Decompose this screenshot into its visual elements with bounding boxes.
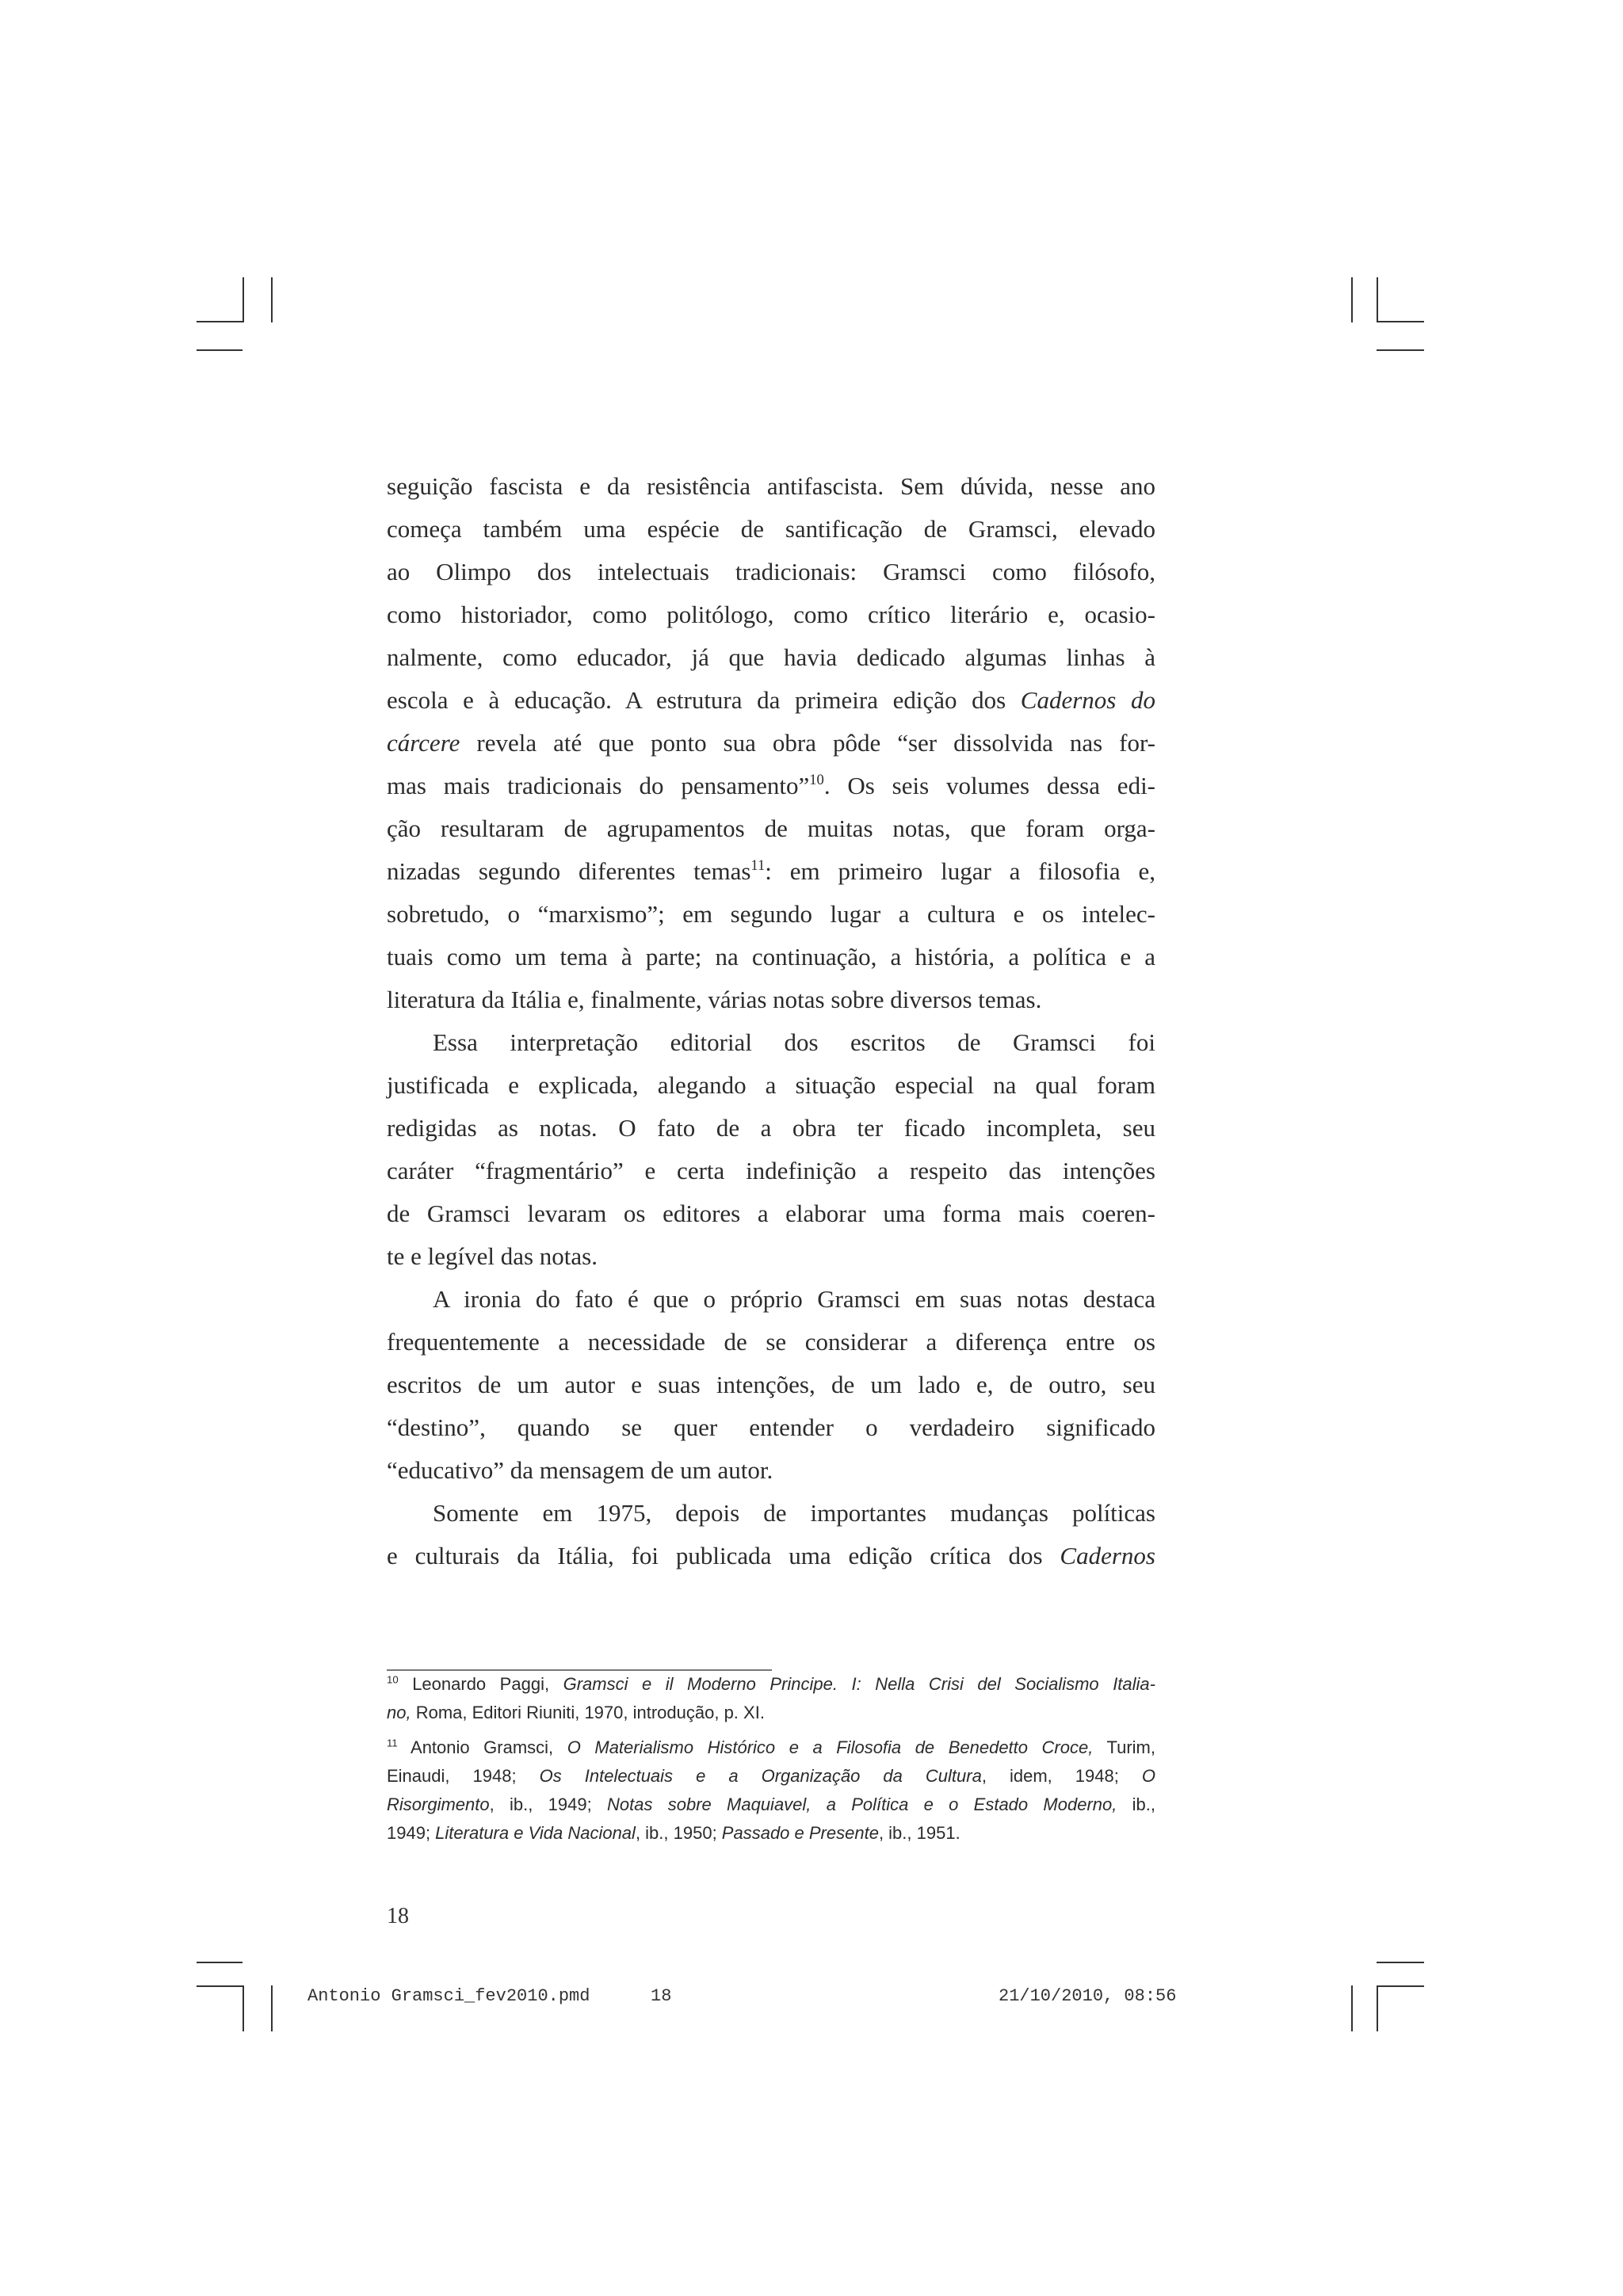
body-text xyxy=(387,465,1155,1577)
text-line xyxy=(387,765,1155,807)
footnote-ref: 11 xyxy=(387,1737,398,1749)
text: Leonardo Paggi, xyxy=(398,1674,563,1694)
text: literatura da Itália e, finalmente, várias notas sobre diversos temas. xyxy=(387,986,1042,1013)
italic-text: Cadernos xyxy=(1060,1542,1155,1569)
text: escola e à educação. A estrutura da primeira edição dos xyxy=(387,686,1021,714)
text-line xyxy=(387,1192,1155,1235)
text-line xyxy=(387,893,1155,936)
text-line xyxy=(387,1406,1155,1449)
crop-mark xyxy=(197,1985,242,1987)
text: Essa interpretação editorial dos escritos de Gramsci foi xyxy=(433,1028,1155,1056)
text-line xyxy=(387,1278,1155,1321)
italic-text: O Materialismo Histórico e a Filosofia de Benedetto Croce, xyxy=(567,1737,1094,1757)
text: tuais como um tema à parte; na continuação, a história, a política e a xyxy=(387,943,1155,971)
footnote-line xyxy=(387,1791,1155,1819)
text-line xyxy=(387,722,1155,765)
text: ib., xyxy=(1117,1794,1156,1814)
text: , ib., 1950; xyxy=(635,1823,722,1843)
slug-page: 18 xyxy=(651,1986,672,2006)
text-line xyxy=(387,508,1155,551)
text: seguição fascista e da resistência antifascista. Sem dúvida, nesse ano xyxy=(387,472,1155,500)
italic-text: Literatura e Vida Nacional xyxy=(435,1823,636,1843)
text: Turim, xyxy=(1093,1737,1155,1757)
crop-mark xyxy=(1377,1985,1378,2031)
italic-text: Gramsci e il Moderno Principe. I: Nella Crisi del Socialismo Italia- xyxy=(563,1674,1155,1694)
crop-mark xyxy=(197,349,242,351)
text-line xyxy=(387,1021,1155,1064)
footnotes xyxy=(387,1670,1155,1848)
crop-mark xyxy=(1351,277,1353,322)
text-line xyxy=(387,1150,1155,1192)
footnote-line xyxy=(387,1670,1155,1699)
crop-mark xyxy=(1377,321,1424,322)
text: justificada e explicada, alegando a situação especial na qual foram xyxy=(387,1071,1155,1099)
italic-text: Notas sobre Maquiavel, a Política e o Estado Moderno, xyxy=(606,1794,1117,1814)
text-line xyxy=(387,636,1155,679)
footnote-ref: 10 xyxy=(809,771,824,788)
italic-text: Risorgimento xyxy=(387,1794,490,1814)
text-line xyxy=(387,850,1155,893)
crop-mark xyxy=(1351,1985,1353,2031)
text: . Os seis volumes dessa edi- xyxy=(823,772,1156,799)
italic-text: no, xyxy=(387,1703,411,1722)
text: , idem, 1948; xyxy=(981,1766,1142,1786)
text-line xyxy=(387,1535,1155,1577)
footnote-line xyxy=(387,1699,1155,1727)
text: te e legível das notas. xyxy=(387,1242,598,1270)
text-line xyxy=(387,807,1155,850)
crop-mark xyxy=(271,1985,273,2031)
text-line xyxy=(387,1449,1155,1492)
page-number: 18 xyxy=(387,1904,409,1928)
footnote-ref: 11 xyxy=(750,856,766,874)
crop-mark xyxy=(242,277,244,322)
text: mas mais tradicionais do pensamento” xyxy=(387,772,810,799)
crop-mark xyxy=(271,277,273,322)
text: redigidas as notas. O fato de a obra ter ficado incompleta, seu xyxy=(387,1114,1155,1142)
italic-text: Passado e Presente xyxy=(721,1823,879,1843)
footnote-line xyxy=(387,1762,1155,1791)
text: revela até que ponto sua obra pôde “ser dissolvida nas for- xyxy=(460,729,1155,757)
text: : em primeiro lugar a filosofia e, xyxy=(765,857,1155,885)
text: ao Olimpo dos intelectuais tradicionais: Gramsci como filósofo, xyxy=(387,558,1155,585)
italic-text: cárcere xyxy=(387,729,460,757)
text: , ib., 1949; xyxy=(489,1794,607,1814)
text: Einaudi, 1948; xyxy=(387,1766,540,1786)
text-line xyxy=(387,978,1155,1021)
slug-filename: Antonio Gramsci_fev2010.pmd xyxy=(307,1986,590,2006)
text: começa também uma espécie de santificação de Gramsci, elevado xyxy=(387,515,1155,543)
text: Somente em 1975, depois de importantes mudanças políticas xyxy=(433,1499,1155,1527)
footnote-line xyxy=(387,1819,1155,1848)
text: frequentemente a necessidade de se considerar a diferença entre os xyxy=(387,1328,1155,1356)
footnote-ref: 10 xyxy=(387,1673,399,1686)
crop-mark xyxy=(197,321,242,322)
text: Antonio Gramsci, xyxy=(397,1737,567,1757)
crop-mark xyxy=(1377,1985,1424,1987)
italic-text: O xyxy=(1141,1766,1155,1786)
text: ção resultaram de agrupamentos de muitas notas, que foram orga- xyxy=(387,814,1155,842)
text: nizadas segundo diferentes temas xyxy=(387,857,751,885)
crop-mark xyxy=(1377,349,1424,351)
text: de Gramsci levaram os editores a elaborar uma forma mais coeren- xyxy=(387,1199,1155,1227)
text: A ironia do fato é que o próprio Gramsci em suas notas destaca xyxy=(433,1285,1155,1313)
crop-mark xyxy=(1377,1962,1424,1963)
text-line xyxy=(387,1107,1155,1150)
text: “educativo” da mensagem de um autor. xyxy=(387,1456,773,1484)
crop-mark xyxy=(242,1985,244,2031)
text: caráter “fragmentário” e certa indefinição a respeito das intenções xyxy=(387,1157,1155,1184)
italic-text: Cadernos do xyxy=(1020,686,1155,714)
text: 1949; xyxy=(387,1823,436,1843)
text: e culturais da Itália, foi publicada uma edição crítica dos xyxy=(387,1542,1060,1569)
italic-text: Os Intelectuais e a Organização da Cultura xyxy=(539,1766,982,1786)
text-line xyxy=(387,551,1155,593)
text: como historiador, como politólogo, como crítico literário e, ocasio- xyxy=(387,601,1155,628)
crop-mark xyxy=(197,1962,242,1963)
slug-datetime: 21/10/2010, 08:56 xyxy=(999,1986,1177,2006)
text-line xyxy=(387,593,1155,636)
text: Roma, Editori Riuniti, 1970, introdução, p. XI. xyxy=(411,1703,765,1722)
text-line xyxy=(387,1064,1155,1107)
text-line xyxy=(387,465,1155,508)
text: escritos de um autor e suas intenções, de um lado e, de outro, seu xyxy=(387,1371,1155,1398)
text: sobretudo, o “marxismo”; em segundo lugar a cultura e os intelec- xyxy=(387,900,1155,928)
text-line xyxy=(387,679,1155,722)
text: , ib., 1951. xyxy=(878,1823,960,1843)
text-line xyxy=(387,1321,1155,1363)
text-line xyxy=(387,1492,1155,1535)
text: “destino”, quando se quer entender o verdadeiro significado xyxy=(387,1413,1155,1441)
footnote-line xyxy=(387,1733,1155,1762)
text-line xyxy=(387,1363,1155,1406)
text-line xyxy=(387,1235,1155,1278)
text: nalmente, como educador, já que havia dedicado algumas linhas à xyxy=(387,643,1155,671)
crop-mark xyxy=(1377,277,1378,322)
text-line xyxy=(387,936,1155,978)
